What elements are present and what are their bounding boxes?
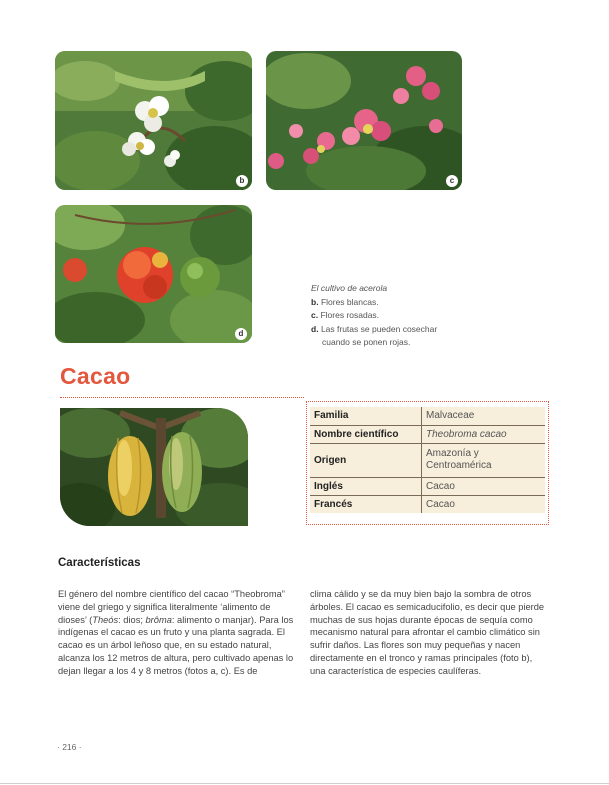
characteristics-column-2: clima cálido y se da muy bien bajo la sombra de otros árboles. El cacao es semicaducifolio, es decir que pierde muchas de sus hojas durante épocas de sequía como mecanismo natural para afrontar el cambio climático sin sufrir daños. Las flores son muy pequeñas y nacen directamente en el tronco y ramas principales (foto b), una característica de especies caulíferas. bbox=[310, 589, 545, 676]
photo-acerola-fruits bbox=[55, 205, 252, 343]
photo-pink-flowers bbox=[266, 51, 462, 190]
white-flowers-image bbox=[55, 51, 252, 190]
characteristics-heading: Características bbox=[58, 557, 141, 569]
characteristics-column-1 bbox=[58, 588, 298, 678]
photo-label-d: d bbox=[235, 328, 247, 340]
origen-line-1: Amazonía y bbox=[426, 448, 479, 459]
col1-text-part-1: El género del nombre científico del cacao “Theobroma” viene del griego y significa literalmente ‘alimento de dioses’ ( bbox=[58, 589, 285, 625]
table-row bbox=[310, 425, 545, 443]
cacao-pods-image bbox=[60, 408, 248, 526]
cacao-info-table bbox=[310, 407, 545, 513]
page-bottom-divider bbox=[0, 783, 609, 784]
pink-flowers-image bbox=[266, 51, 462, 190]
photo-caption bbox=[311, 282, 437, 350]
row-value-frances: Cacao bbox=[426, 498, 455, 510]
row-key-origen: Origen bbox=[310, 443, 422, 477]
row-value-ingles: Cacao bbox=[422, 477, 546, 495]
acerola-fruits-image bbox=[55, 205, 252, 343]
row-value-nombre: Theobroma cacao bbox=[422, 425, 546, 443]
table-row bbox=[310, 443, 545, 477]
caption-item-d-continuation: cuando se ponen rojas. bbox=[322, 337, 411, 347]
row-key-familia: Familia bbox=[310, 407, 422, 425]
col1-term-broma: brôma bbox=[145, 614, 172, 625]
section-title: Cacao bbox=[60, 363, 131, 389]
photo-label-c: c bbox=[446, 175, 458, 187]
photo-white-flowers bbox=[55, 51, 252, 190]
table-row bbox=[310, 477, 545, 495]
origen-line-2: Centroamérica bbox=[426, 460, 492, 471]
row-value-familia: Malvaceae bbox=[422, 407, 546, 425]
row-key-nombre: Nombre científico bbox=[310, 425, 422, 443]
photo-cacao-pods bbox=[60, 408, 248, 526]
row-value-origen bbox=[422, 443, 546, 477]
col1-term-theos: Theós bbox=[92, 614, 119, 625]
col1-text-part-3: : alimento o manjar). Para los indígenas el cacao es un fruto y una planta sagrada. El cacao es un árbol leñoso que, en su estado natural, alcanza los 12 metros de altura, pero cultivado apenas lo dejan llegar a los 4 y 8 metros (fotos a, c). Es de bbox=[58, 614, 294, 676]
col1-text-part-2: : dios; bbox=[118, 614, 146, 625]
title-divider bbox=[60, 397, 304, 398]
table-row bbox=[310, 407, 545, 425]
caption-item-d: d. Las frutas se pueden cosechar bbox=[311, 323, 438, 334]
photo-label-b: b bbox=[236, 175, 248, 187]
row-key-ingles: Inglés bbox=[310, 477, 422, 495]
caption-item-b: b. Flores blancas. bbox=[311, 296, 379, 307]
caption-item-c: c. Flores rosadas. bbox=[311, 310, 380, 320]
caption-title: El cultivo de acerola bbox=[311, 283, 388, 293]
page-number: · 216 · bbox=[57, 742, 82, 752]
table-row bbox=[310, 495, 545, 513]
row-key-frances: Francés bbox=[310, 495, 422, 513]
